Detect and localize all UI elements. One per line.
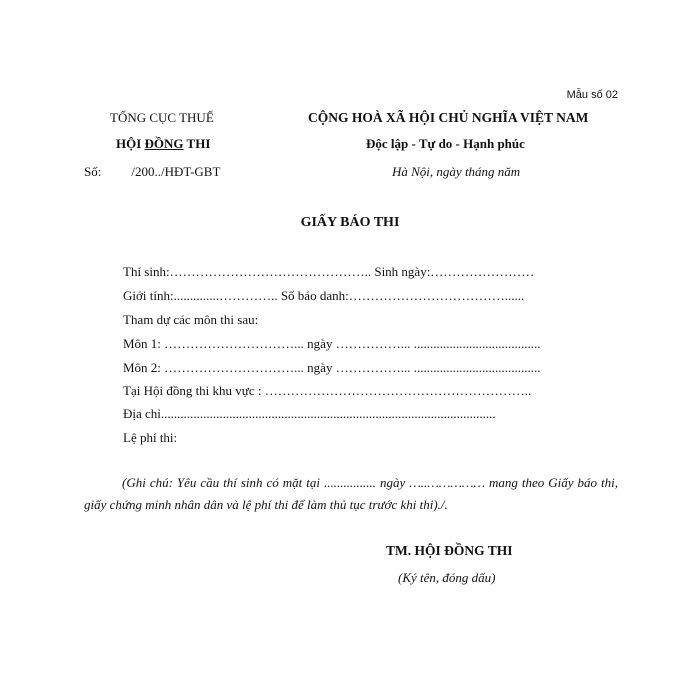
field-subjects-intro: Tham dự các môn thi sau: [123, 312, 259, 327]
field-exam-fee: Lệ phí thi: [123, 430, 178, 445]
national-motto: Độc lập - Tự do - Hạnh phúc [366, 136, 525, 151]
form-number: Mẫu số 02 [566, 89, 618, 101]
note-text: (Ghi chú: Yêu cầu thí sinh có mặt tại ................ ngày …..…………… mang theo Giấy báo thi, giấy chứng minh nhân dân và lệ phí thi để làm thủ tục trước khi thi)./. [84, 475, 618, 512]
council-underlined: ĐỒNG [144, 136, 184, 151]
note-paragraph [84, 472, 618, 516]
nation-heading: CỘNG HOÀ XÃ HỘI CHỦ NGHĨA VIỆT NAM [308, 110, 589, 125]
field-address: Địa chỉ....................................................................................................... [123, 406, 496, 421]
field-gender: Giới tính:..............………….. Số báo danh:………………………………...... [123, 288, 525, 303]
document-number-value: /200../HĐT-GBT [131, 164, 221, 179]
field-subject-2: Môn 2: …………………………... ngày ……………... ....................................... [123, 360, 541, 375]
document-number-label: Số: [84, 164, 102, 179]
agency-name: TỔNG CỤC THUẾ [110, 110, 214, 125]
field-subject-1: Môn 1: …………………………... ngày ……………... ....................................... [123, 336, 541, 351]
council-suffix: THI [183, 136, 211, 151]
signature-title: TM. HỘI ĐỒNG THI [386, 543, 513, 558]
signature-subtitle: (Ký tên, đóng dấu) [398, 570, 496, 585]
field-exam-council: Tại Hội đồng thi khu vực : …………………………………………………….. [123, 383, 532, 398]
field-candidate-name: Thí sinh:……………………………………….. Sinh ngày:…………………… [123, 264, 535, 279]
document-number [84, 164, 220, 180]
place-date: Hà Nội, ngày tháng năm [392, 164, 521, 179]
council-name [116, 136, 210, 152]
council-prefix: HỘI [116, 136, 145, 151]
document-title: GIẤY BÁO THI [300, 215, 400, 230]
